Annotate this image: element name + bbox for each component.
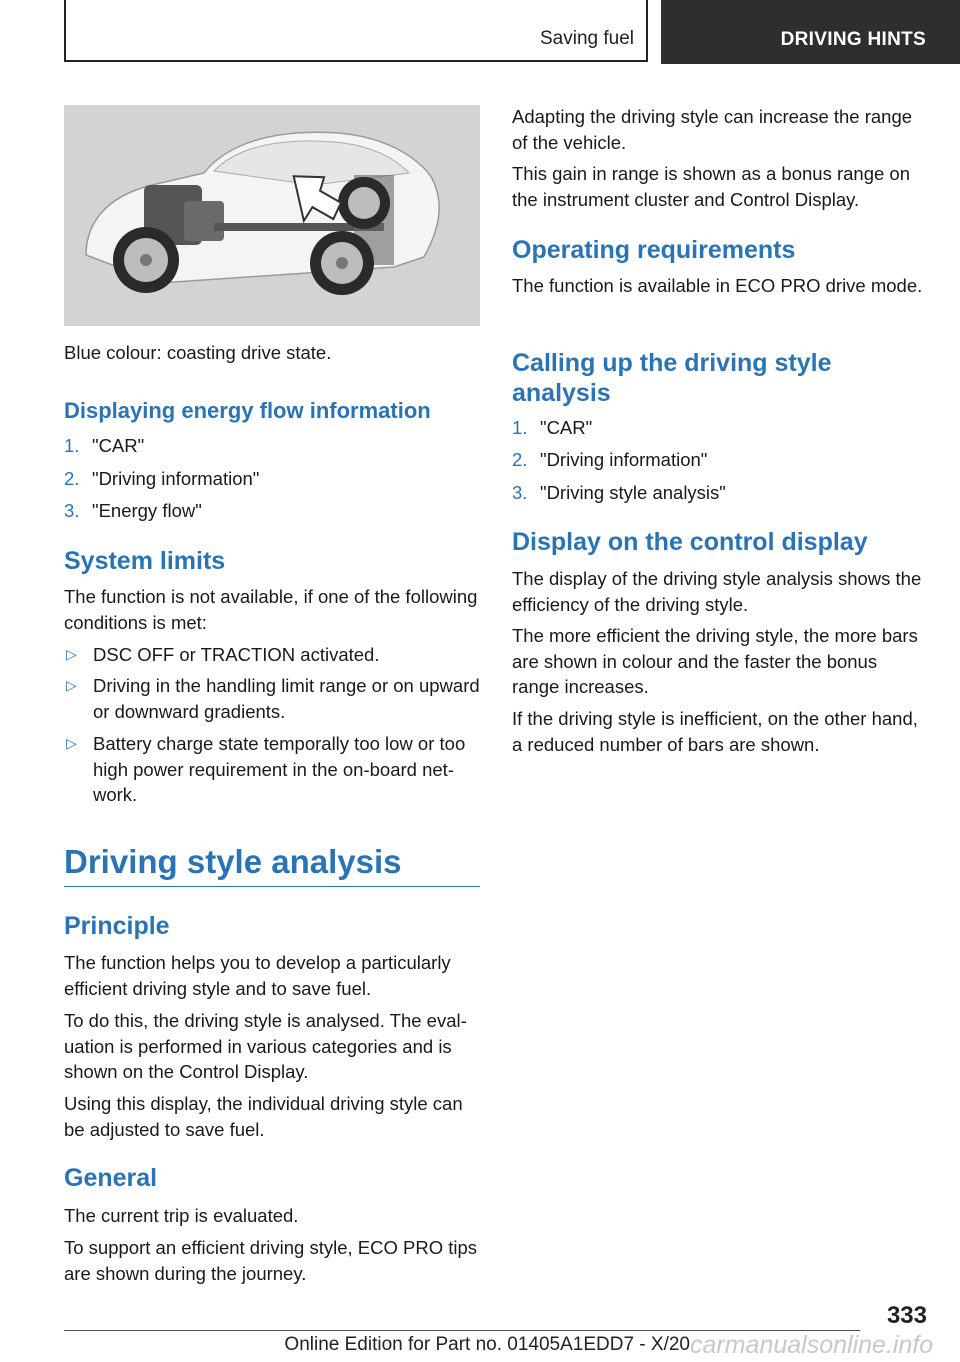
car-illustration xyxy=(64,105,480,326)
principle-para-3: Using this display, the individual driving style can be adjusted to save fuel. xyxy=(64,1093,463,1140)
header-chapter-label: DRIVING HINTS xyxy=(780,29,926,50)
footer-edition: Online Edition for Part no. 01405A1EDD7 - X/20 xyxy=(284,1334,690,1355)
list-text: "CAR" xyxy=(92,435,145,456)
bullet-item xyxy=(64,731,480,811)
header-section-title: Saving fuel xyxy=(539,28,634,49)
operating-text: The function is available in ECO PRO drive mode. xyxy=(512,275,923,296)
calling-heading-line-1: Calling up the driving style xyxy=(512,349,832,377)
bullet-text: Driving in the handling limit range or on upward or downward gradients. xyxy=(93,675,480,722)
display-heading: Display on the control display xyxy=(512,528,868,556)
range-para-2: This gain in range is shown as a bonus range on the instrument cluster and Control Display. xyxy=(512,163,911,210)
principle-heading: Principle xyxy=(64,912,170,940)
triangle-bullet-icon: ▷ xyxy=(66,735,77,751)
header-chapter-tab xyxy=(661,0,960,64)
operating-heading: Operating requirements xyxy=(512,236,796,264)
general-para-2: To support an efficient driving style, ECO PRO tips are shown during the journey. xyxy=(64,1237,478,1284)
bullet-item xyxy=(64,642,480,672)
list-text: "CAR" xyxy=(540,417,593,438)
calling-heading-line-2: analysis xyxy=(512,379,611,407)
triangle-bullet-icon: ▷ xyxy=(66,677,77,693)
principle-para-2: To do this, the driving style is analysed. The evaluation is performed in various categories and is shown on the Control Display. xyxy=(64,1010,467,1082)
list-text: "Energy flow" xyxy=(92,500,202,521)
main-heading: Driving style analysis xyxy=(64,843,402,880)
list-number: 1. xyxy=(512,417,528,438)
list-number: 3. xyxy=(512,482,528,503)
display-para-2: The more efficient the driving style, the more bars are shown in colour and the faster the bonus range increases. xyxy=(512,625,918,697)
system-limits-heading: System limits xyxy=(64,547,226,575)
bullet-text: Battery charge state temporally too low or too high power requirement in the on-board network. xyxy=(93,733,466,805)
watermark: carmanualsonline.info xyxy=(690,1331,934,1359)
triangle-bullet-icon: ▷ xyxy=(66,646,77,662)
system-limits-intro: The function is not available, if one of the following conditions is met: xyxy=(64,586,478,633)
general-heading: General xyxy=(64,1164,158,1192)
calling-heading xyxy=(512,348,831,408)
display-para-3: If the driving style is inefficient, on the other hand, a reduced number of bars are shown. xyxy=(512,708,918,755)
list-number: 2. xyxy=(512,449,528,470)
bullet-text: DSC OFF or TRACTION activated. xyxy=(93,644,380,665)
page-number: 333 xyxy=(886,1302,927,1329)
energy-flow-heading: Displaying energy flow information xyxy=(64,398,431,423)
list-number: 2. xyxy=(64,468,80,489)
main-heading-rule xyxy=(64,886,480,887)
list-number: 1. xyxy=(64,435,80,456)
list-text: "Driving style analysis" xyxy=(540,482,726,503)
list-text: "Driving information" xyxy=(92,468,260,489)
range-para-1: Adapting the driving style can increase the range of the vehicle. xyxy=(512,106,913,153)
display-para-1: The display of the driving style analysis shows the efficiency of the driving style. xyxy=(512,568,922,615)
principle-para-1: The function helps you to develop a particularly efficient driving style and to save fuel. xyxy=(64,952,451,999)
general-para-1: The current trip is evaluated. xyxy=(64,1205,299,1226)
bullet-item xyxy=(64,673,480,729)
list-number: 3. xyxy=(64,500,80,521)
list-text: "Driving information" xyxy=(540,449,708,470)
figure-caption: Blue colour: coasting drive state. xyxy=(64,342,332,363)
car-drivetrain-image xyxy=(64,105,480,326)
